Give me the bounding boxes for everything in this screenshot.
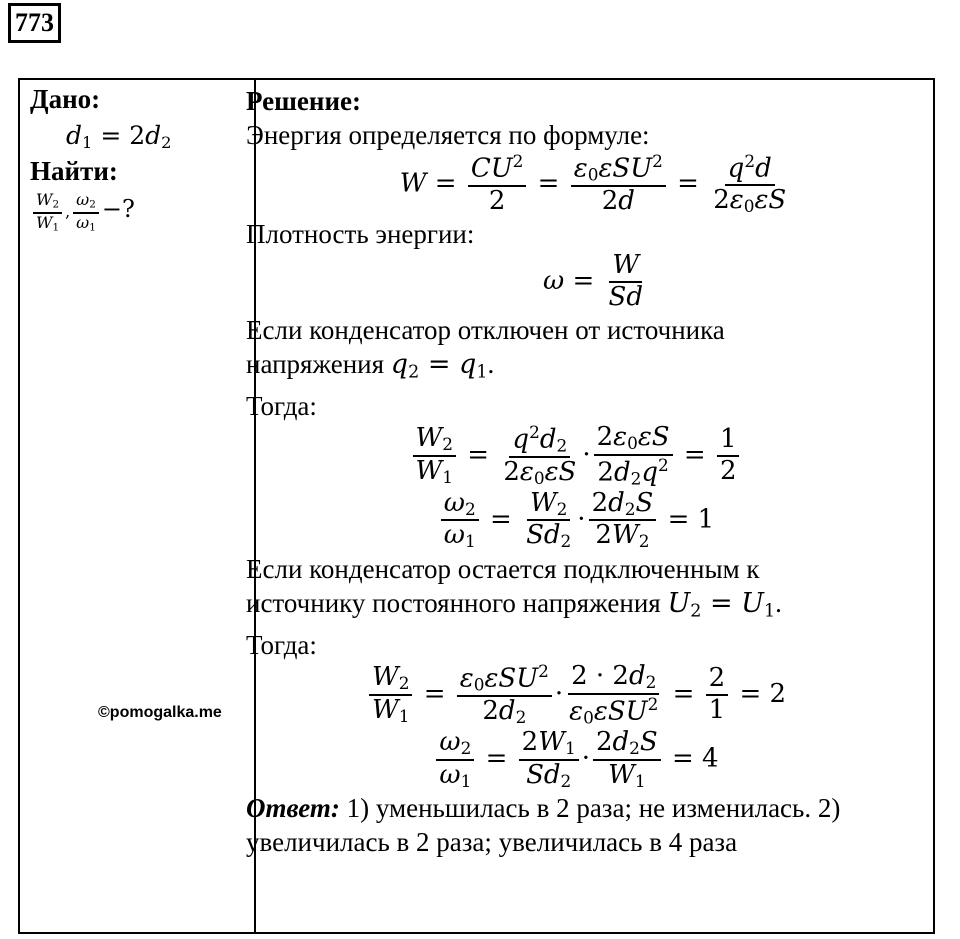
text-case1-line2: напряжения $q_2 = q_1$. xyxy=(246,348,495,382)
equation-case2-density-ratio: $\frac{\omega_2}{\omega_1}$ = $\frac{2W_1}{Sd_2}$ · $\frac{2d_2S}{W_1}$ = 4 xyxy=(226,728,926,791)
given-column xyxy=(30,84,240,234)
problem-number: 773 xyxy=(8,3,61,43)
watermark: ©pomogalka.me xyxy=(98,704,222,721)
equation-case2-energy-ratio: $\frac{W_2}{W_1}$ = $\frac{\varepsilon_0\varepsilon SU^2}{2d_2}$ · $\frac{2 \cdot 2d_2}{\varepsilon_0\varepsilon SU^2}$ = $\frac{2}{1}$ = 2 xyxy=(226,662,926,728)
text-case1-line1: Если конденсатор отключен от источника xyxy=(246,314,725,345)
text-case2-line2: источнику постоянного напряжения $U_2 = U_1$. xyxy=(246,587,782,622)
find-heading: Найти: xyxy=(30,156,118,187)
answer-text-1: 1) уменьшилась в 2 раза; не изменилась. 2) xyxy=(339,793,841,824)
text-case1-then: Тогда: xyxy=(246,390,317,421)
text-energy-formula-intro: Энергия определяется по формуле: xyxy=(246,120,650,150)
equation-density: ω = $\frac{W}{Sd}$ xyxy=(543,249,643,312)
text-case2-then: Тогда: xyxy=(246,630,317,661)
equation-energy: W = $\frac{CU^2}{2}$ = $\frac{\varepsilon_0\varepsilon SU^2}{2d}$ = $\frac{q^2d}{2\varepsilon_0\varepsilon S}$ xyxy=(399,151,787,217)
given-heading: Дано: xyxy=(30,84,101,114)
equation-case1-energy-ratio: $\frac{W_2}{W_1}$ = $\frac{q^2d_2}{2\varepsilon_0\varepsilon S}$ · $\frac{2\varepsilon_0\varepsilon S}{2d_2q^2}$ = $\frac{1}{2}$ xyxy=(226,423,926,489)
solution-table xyxy=(18,78,935,934)
answer-line-1 xyxy=(246,791,926,825)
find-tail: −? xyxy=(101,195,135,224)
answer-line-2: увеличилась в 2 раза; увеличилась в 4 раза xyxy=(246,827,738,858)
solution-heading: Решение: xyxy=(246,86,361,116)
text-case1-voltage: напряжения xyxy=(246,348,385,379)
equation-case1-density-ratio: $\frac{\omega_2}{\omega_1}$ = $\frac{W_2}{Sd_2}$ · $\frac{2d_2S}{2W_2}$ = 1 xyxy=(226,489,926,552)
solution-column xyxy=(246,84,926,859)
text-energy-density: Плотность энергии: xyxy=(246,218,475,249)
text-case2-voltage: источнику постоянного напряжения xyxy=(246,587,661,618)
given-condition: $d_1 = 2d_2$ xyxy=(66,121,172,153)
find-quantities: $\frac{W_2}{W_1}$ , $\frac{\omega_2}{\omega_1}$ −? xyxy=(30,191,240,234)
text-case2-line1: Если конденсатор остается подключенным к xyxy=(246,553,760,584)
answer-label: Ответ: xyxy=(246,793,340,824)
